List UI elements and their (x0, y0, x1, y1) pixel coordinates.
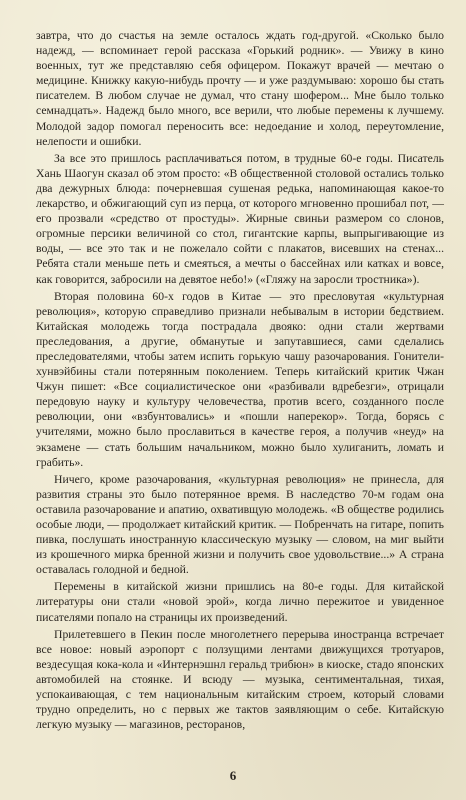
paragraph: За все это пришлось расплачиваться потом, в трудные 60-е годы. Писатель Хань Шаогун сказал об этом просто: «В общественной столовой остались только два дежурных блюда: почерневшая сушеная редька, напоминающая какое-то лекарство, и обжигающий суп из перца, от которого мгновенно прошибал пот, — его прозвали «средство от простуды». Жирные свиньи размером со слонов, огромные персики величиной со стол, гигантские карпы, выпрыгивающие из воды, — все это так и не пожелало сойти с плакатов, висевших на стенах... Ребята стали меньше петь и смеяться, а мечты о бассейнах или катках и вовсе, как говорится, забросили на девятое небо!» («Гляжу на заросли тростника»). (36, 151, 444, 286)
page-body (36, 28, 444, 734)
paragraph: Ничего, кроме разочарования, «культурная революция» не принесла, для развития страны это было потерянное время. В наследство 70-м годам она оставила разочарование и апатию, охвативщую молодежь. «В обществе родились особые люди, — продолжает китайский критик. — Побренчать на гитаре, попить пивка, послушать иностранную классическую музыку — словом, на миг выйти из крошечного мирка бренной жизни и получить свое удовольствие...» А страна оставалась голодной и бедной. (36, 472, 444, 577)
paragraph: Перемены в китайской жизни пришлись на 80-е годы. Для китайской литературы они стали «новой эрой», когда лично пережитое и увиденное писателями попало на страницы их произведений. (36, 580, 444, 624)
page-number: 6 (229, 768, 237, 783)
paragraph: Вторая половина 60-х годов в Китае — это пресловутая «культурная революция», которую справедливо признали небывалым в истории бедствием. Китайская молодежь тогда пострадала двояко: одни стали жертвами преследования, а другие, обманутые и запутавшиеся, сами сделались преследователями, чтобы затем испить горькую чашу разочарования. Гонители-хунвэйбины стали потерянным поколением. Теперь китайский критик Чжан Чжун пишет: «Все социалистическое они «разбивали вдребезги», отрицали передовую науку и культуру человечества, против всего, созданного после революции, они «взбунтовались» и «пошли наперекор». Тогда, борясь с учителями, можно было прославиться в качестве героя, а получив «неуд» на экзамене — стать большим начальником, можно было хулиганить, ломать и грабить». (36, 289, 444, 469)
paragraph: завтра, что до счастья на земле осталось ждать год-другой. «Сколько было надежд, — вспоминает герой рассказа «Горький родник». — Увижу в кино военных, тут же представляю себя офицером. Покажут врачей — мечтаю о медицине. Книжку какую-нибудь прочту — и уже раздумываю: хорошо бы стать писателем. В любом случае не думал, что стану шофером... Мне было только семнадцать». Надежд было много, все верили, что любые перемены к лучшему. Молодой задор помогал переносить все: недоедание и холод, переутомление, нелепости и ошибки. (36, 29, 444, 148)
paragraph: Прилетевшего в Пекин после многолетнего перерыва иностранца встречает все новое: новый аэропорт с ползущими лентами движущихся тротуаров, вездесущая кока-кола и «Интернэшнл геральд трибюн» в киоске, стадо японских автомобилей на стоянке. И всюду — музыка, сентиментальная, тихая, успокаивающая, с тем национальным китайским строем, который словами трудно определить, но с первых же тактов заявляющим о себе. Китайскую легкую музыку — магазинов, ресторанов, (36, 627, 444, 732)
